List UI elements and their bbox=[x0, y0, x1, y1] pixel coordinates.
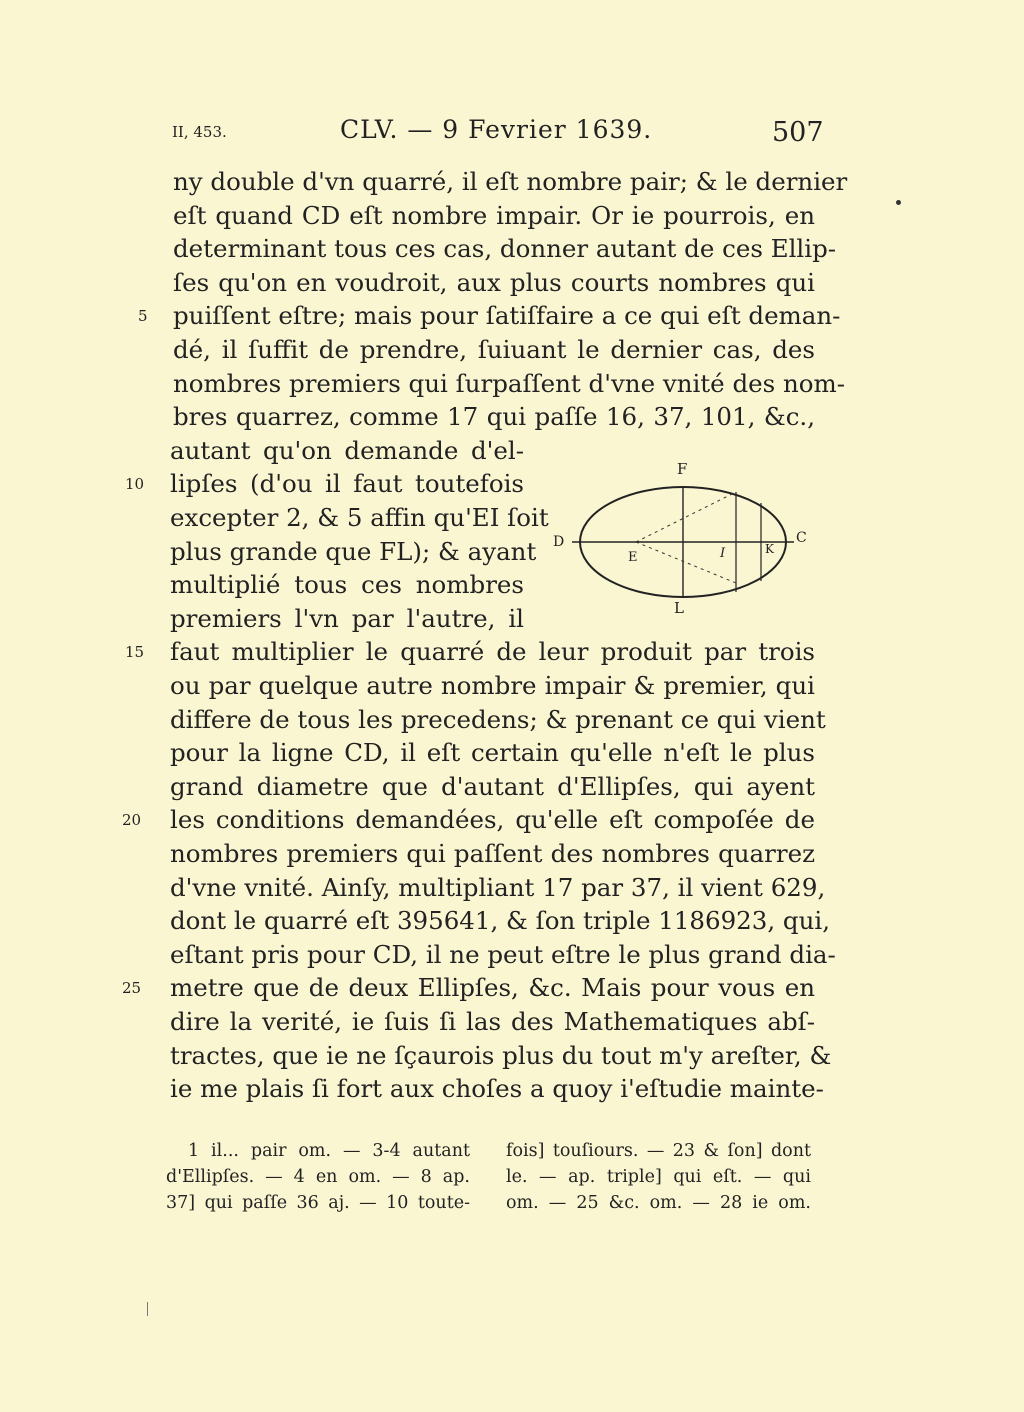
label-k: K bbox=[765, 542, 774, 556]
text-line: faut multiplier le quarré de leur produit par trois bbox=[170, 637, 815, 667]
text-line: bres quarrez, comme 17 qui paſſe 16, 37, 101, &c., bbox=[173, 402, 815, 432]
text-line: determinant tous ces cas, donner autant de ces Ellip- bbox=[173, 234, 837, 264]
label-d: D bbox=[553, 534, 565, 550]
text-line: dé, il ſuffit de prendre, ſuiuant le dernier cas, des bbox=[173, 335, 815, 364]
text-line: excepter 2, & 5 affin qu'EI ſoit bbox=[170, 503, 549, 532]
footnote-line: le. — ap. triple] qui eſt. — qui bbox=[506, 1167, 811, 1187]
text-line: d'vne vnité. Ainſy, multipliant 17 par 37, il vient 629, bbox=[170, 872, 826, 902]
line-number: 25 bbox=[122, 979, 142, 997]
label-c: C bbox=[796, 530, 807, 546]
ink-speck bbox=[896, 200, 901, 205]
text-line: pour la ligne CD, il eſt certain qu'elle n'eſt le plus bbox=[170, 738, 815, 768]
label-l: L bbox=[674, 599, 684, 617]
letter-title: CLV. — 9 Fevrier 1639. bbox=[340, 115, 653, 144]
text-line: plus grande que FL); & ayant bbox=[170, 536, 537, 566]
line-number: 15 bbox=[125, 643, 145, 661]
text-line: metre que de deux Ellipſes, &c. Mais pour vous en bbox=[170, 973, 815, 1003]
margin-mark bbox=[147, 1302, 148, 1316]
text-line: eſtant pris pour CD, il ne peut eſtre le plus grand dia- bbox=[170, 939, 836, 969]
text-line: ou par quelque autre nombre impair & premier, qui bbox=[170, 671, 815, 700]
footnote-line: 1 il... pair om. — 3-4 autant bbox=[188, 1141, 470, 1161]
dotted-line-upper bbox=[636, 492, 736, 542]
line-number: 10 bbox=[125, 475, 145, 493]
text-line: dont le quarré eſt 395641, & ſon triple 1186923, qui, bbox=[170, 906, 831, 936]
text-line: puiſſent eſtre; mais pour ſatiſfaire a ce qui eſt deman- bbox=[173, 301, 841, 331]
text-line: multiplié tous ces nombres bbox=[170, 570, 524, 600]
ellipse-diagram bbox=[548, 455, 818, 625]
text-line: nombres premiers qui ſurpaſſent d'vne vnité des nom- bbox=[173, 368, 846, 398]
text-line: autant qu'on demande d'el- bbox=[170, 435, 524, 465]
line-number: 20 bbox=[122, 811, 142, 829]
running-header bbox=[0, 115, 1024, 155]
footnote-line: d'Ellipſes. — 4 en om. — 8 ap. bbox=[166, 1167, 470, 1187]
text-line: ie me plais ſi fort aux choſes a quoy i'eſtudie mainte- bbox=[170, 1074, 824, 1104]
text-line: dire la verité, ie ſuis ſi las des Mathematiques abſ- bbox=[170, 1007, 815, 1036]
page-number: 507 bbox=[772, 117, 824, 148]
volume-reference: II, 453. bbox=[172, 123, 227, 141]
text-line: premiers l'vn par l'autre, il bbox=[170, 603, 524, 633]
text-line: tractes, que ie ne ſçaurois plus du tout m'y areſter, & bbox=[170, 1040, 832, 1070]
text-line: grand diametre que d'autant d'Ellipſes, qui ayent bbox=[170, 771, 815, 801]
footnote-line: fois] touſiours. — 23 & ſon] dont bbox=[506, 1141, 811, 1161]
footnote-line: om. — 25 &c. om. — 28 ie om. bbox=[506, 1193, 811, 1213]
text-line: differe de tous les precedens; & prenant ce qui vient bbox=[170, 704, 826, 734]
line-number: 5 bbox=[138, 307, 148, 325]
label-i: I bbox=[720, 546, 726, 561]
text-line: ny double d'vn quarré, il eſt nombre pair; & le dernier bbox=[173, 167, 848, 196]
text-line: les conditions demandées, qu'elle eſt compoſée de bbox=[170, 805, 815, 835]
label-f: F bbox=[677, 460, 688, 478]
text-line: ſes qu'on en voudroit, aux plus courts nombres qui bbox=[173, 267, 815, 297]
text-line: eſt quand CD eſt nombre impair. Or ie pourrois, en bbox=[173, 200, 815, 230]
footnote-line: 37] qui paſſe 36 aj. — 10 toute- bbox=[166, 1193, 470, 1213]
text-line: nombres premiers qui paſſent des nombres quarrez bbox=[170, 839, 815, 868]
text-line: lipſes (d'ou il faut toutefois bbox=[170, 469, 524, 499]
label-e: E bbox=[628, 550, 638, 565]
